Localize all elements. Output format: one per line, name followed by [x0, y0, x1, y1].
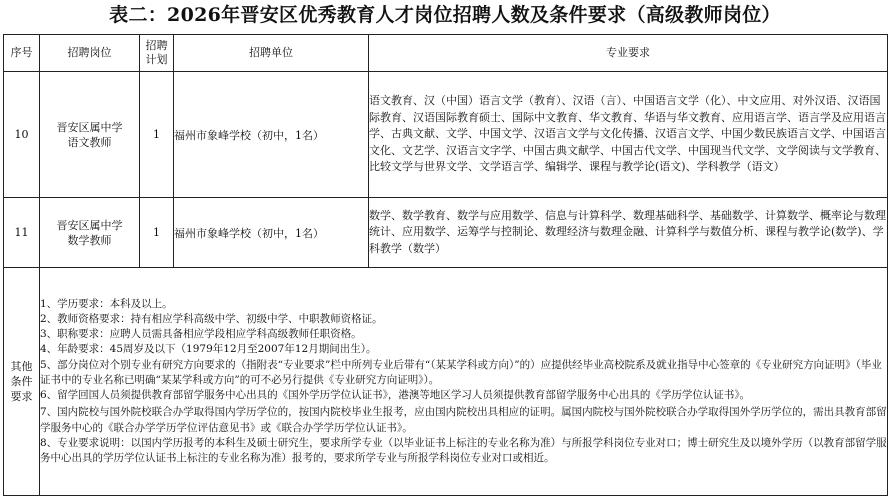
header-position: 招聘岗位: [40, 35, 140, 72]
other-requirements-row: [4, 268, 888, 496]
table-row: [4, 72, 888, 198]
other-requirements-label: [4, 268, 40, 496]
requirement-item: 1、学历要求：本科及以上。: [40, 297, 173, 310]
requirement-item: 3、职称要求：应聘人员需具备相应学段相应学科高级教师任职资格。: [40, 328, 362, 341]
header-plan-text: 招聘计划: [145, 39, 168, 66]
header-unit: 招聘单位: [174, 35, 369, 72]
row-plan: 1: [140, 72, 174, 198]
row-position: [40, 198, 140, 268]
requirement-item: 5、部分岗位对个别专业有研究方向要求的（指附表“专业要求”栏中所列专业后带有“（某某学科或方向）”的）应提供经毕业高校院系及就业指导中心签章的《专业研究方向证明》（毕业证书中的专业名称已明确“某某学科或方向”的可不必另行提供《专业研究方向证明》）。: [40, 358, 882, 386]
header-major: 专业要求: [369, 35, 888, 72]
header-plan: [140, 35, 174, 72]
page-title: 表二：2026年晋安区优秀教育人才岗位招聘人数及条件要求（高级教师岗位）: [109, 4, 781, 26]
row-plan: 1: [140, 198, 174, 268]
table-header-row: [4, 35, 888, 72]
requirement-item: 4、年龄要求：45周岁及以下（1979年12月至2007年12月期间出生）。: [40, 343, 377, 356]
other-requirements-notes: [40, 268, 888, 496]
row-position: [40, 72, 140, 198]
row-seq: 10: [4, 72, 40, 198]
table-row: [4, 198, 888, 268]
row-unit: 福州市象峰学校（初中，1名）: [174, 198, 369, 268]
requirement-item: 2、教师资格要求：持有相应学科高级中学、初级中学、中职教师资格证。: [40, 313, 383, 326]
row-position-text: 晋安区属中学语文教师: [56, 120, 123, 149]
recruitment-table: [3, 34, 888, 496]
row-position-text: 晋安区属中学数学教师: [56, 218, 123, 247]
other-requirements-label-text: 其他条件要求: [10, 360, 33, 403]
requirement-item: 6、留学回国人员须提供教育部留学服务中心出具的《国外学历学位认证书》，港澳等地区学习人员须提供教育部留学服务中心出具的《学历学位认证书》。: [40, 389, 751, 402]
header-seq: 序号: [4, 35, 40, 72]
row-seq: 11: [4, 198, 40, 268]
requirement-item: 8、专业要求说明：以国内学历报考的本科生及硕士研究生，要求所学专业（以毕业证书上标注的专业名称为准）与所报学科岗位专业对口；博士研究生及以境外学历（以教育部留学服务中心出具的学历学位认证书上标注的专业名称为准）报考的，要求所学专业与所报学科岗位专业对口或相近。: [40, 436, 887, 464]
requirement-item: 7、国内院校与国外院校联合办学取得国内学历学位的，按国内院校毕业生报考，应由国内院校出具相应的证明。属国内院校与国外院校联合办学取得国外学历学位的，需出具教育部留学服务中心的《联合办学学历学位评估意见书》或《联合办学学历学位认证书》。: [40, 406, 887, 434]
row-major: 语文教育、汉（中国）语言文学（教育）、汉语（言）、中国语言文学（化）、中文应用、对外汉语、汉语国际教育、汉语国际教育硕士、国际中文教育、华文教育、华语与华文教育、应用语言学、语言学及应用语言学、古典文献、文学、中国文学、汉语言文学与文化传播、汉语言文学、中国少数民族语言文学、中国语言文化、文艺学、汉语言文字学、中国古典文献学、中国古代文学、中国现当代文学、文学阅读与文学教育、比较文学与世界文学、文学语言学、编辑学、课程与教学论(语文)、学科教学（语文）: [369, 72, 888, 198]
row-major: 数学、数学教育、数学与应用数学、信息与计算科学、数理基础科学、基础数学、计算数学、概率论与数理统计、应用数学、运筹学与控制论、数理经济与数理金融、计算科学与数值分析、课程与教学论(数学)、学科教学（数学）: [369, 198, 888, 268]
row-unit: 福州市象峰学校（初中，1名）: [174, 72, 369, 198]
